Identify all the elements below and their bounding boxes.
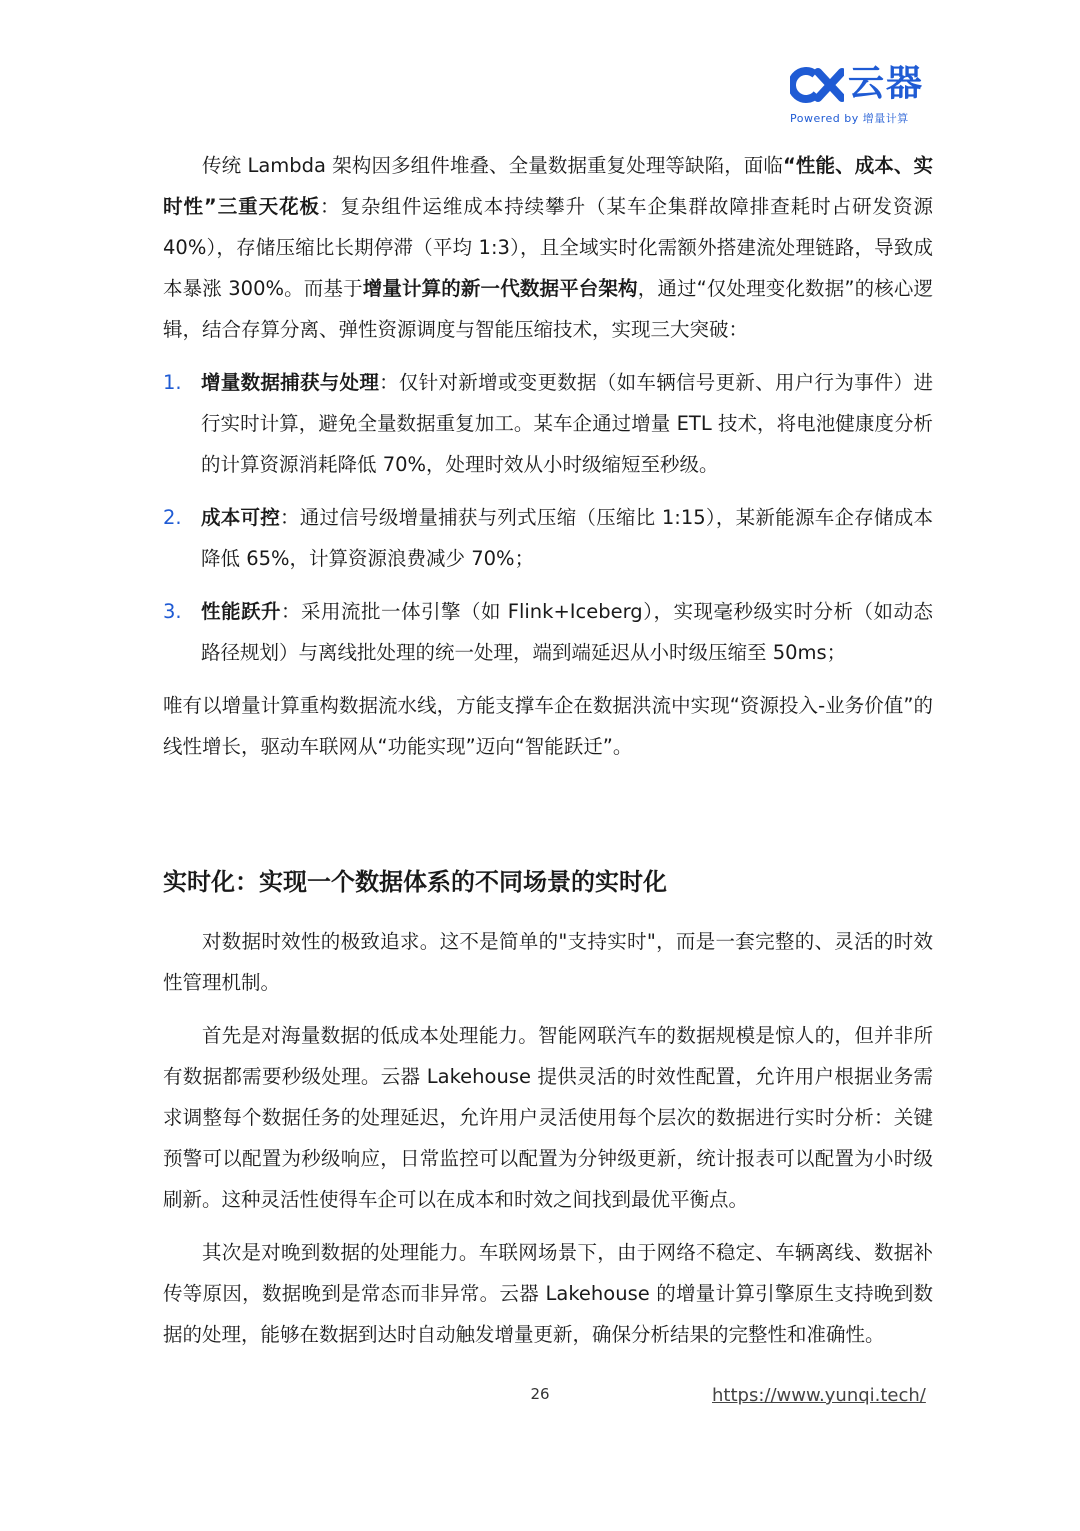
yunqi-logo-icon: [790, 66, 844, 104]
conclusion-paragraph: 唯有以增量计算重构数据流水线，方能支撑车企在数据洪流中实现“资源投入-业务价值”的线性增长，驱动车联网从“功能实现”迈向“智能跃迁”。: [163, 694, 933, 758]
list-item: [163, 591, 933, 673]
list-item-text: ：仅针对新增或变更数据（如车辆信号更新、用户行为事件）进行实时计算，避免全量数据重复加工。某车企通过增量 ETL 技术，将电池健康度分析的计算资源消耗降低 70%，处理时效从小时级缩短至秒级。: [201, 371, 933, 476]
intro-text-3: ，通过“仅处理变化数据”的核心逻辑，结合存算分离、弹性资源调度与智能压缩技术，实现三大突破：: [163, 277, 933, 341]
intro-text-1: 传统 Lambda 架构因多组件堆叠、全量数据重复处理等缺陷，面临: [202, 154, 783, 177]
intro-bold-1: “性能、成本、实时性”三重天花板: [163, 154, 933, 218]
document-body: [163, 145, 933, 1355]
list-item: [163, 362, 933, 485]
list-item-title: 性能跃升: [201, 600, 282, 623]
website-link[interactable]: https://www.yunqi.tech/: [712, 1385, 926, 1406]
brand-tagline: Powered by 增量计算: [790, 112, 909, 125]
section-heading: 实时化：实现一个数据体系的不同场景的实时化: [163, 868, 667, 896]
section-paragraph-3: 其次是对晚到数据的处理能力。车联网场景下，由于网络不稳定、车辆离线、数据补传等原因，数据晚到是常态而非异常。云器 Lakehouse 的增量计算引擎原生支持晚到数据的处理，能够在数据到达时自动触发增量更新，确保分析结果的完整性和准确性。: [163, 1241, 933, 1346]
brand-name: 云器: [848, 63, 925, 104]
intro-text-2: ：复杂组件运维成本持续攀升（某车企集群故障排查耗时占研发资源 40%），存储压缩比长期停滞（平均 1:3），且全域实时化需额外搭建流处理链路，导致成本暴涨 300%。而基于: [163, 195, 933, 300]
page-number: 26: [530, 1385, 550, 1403]
list-number: 3.: [163, 600, 182, 623]
section-paragraph-1: 对数据时效性的极致追求。这不是简单的"支持实时"，而是一套完整的、灵活的时效性管理机制。: [163, 930, 933, 994]
list-number: 2.: [163, 506, 182, 529]
list-item: [163, 497, 933, 579]
list-item-title: 成本可控: [201, 506, 281, 529]
brand-logo: [788, 62, 928, 126]
list-item-text: ：采用流批一体引擎（如 Flink+Iceberg），实现毫秒级实时分析（如动态路径规划）与离线批处理的统一处理，端到端延迟从小时级压缩至 50ms；: [201, 600, 933, 664]
intro-paragraph: [163, 145, 933, 350]
section-paragraph-2: 首先是对海量数据的低成本处理能力。智能网联汽车的数据规模是惊人的，但并非所有数据都需要秒级处理。云器 Lakehouse 提供灵活的时效性配置，允许用户根据业务需求调整每个数据任务的处理延迟，允许用户灵活使用每个层次的数据进行实时分析：关键预警可以配置为秒级响应，日常监控可以配置为分钟级更新，统计报表可以配置为小时级刷新。这种灵活性使得车企可以在成本和时效之间找到最优平衡点。: [163, 1024, 933, 1211]
list-item-title: 增量数据捕获与处理: [201, 371, 380, 394]
list-item-text: ：通过信号级增量捕获与列式压缩（压缩比 1:15），某新能源车企存储成本降低 65%，计算资源浪费减少 70%；: [201, 506, 933, 570]
list-number: 1.: [163, 371, 182, 394]
intro-bold-2: 增量计算的新一代数据平台架构: [362, 277, 638, 300]
